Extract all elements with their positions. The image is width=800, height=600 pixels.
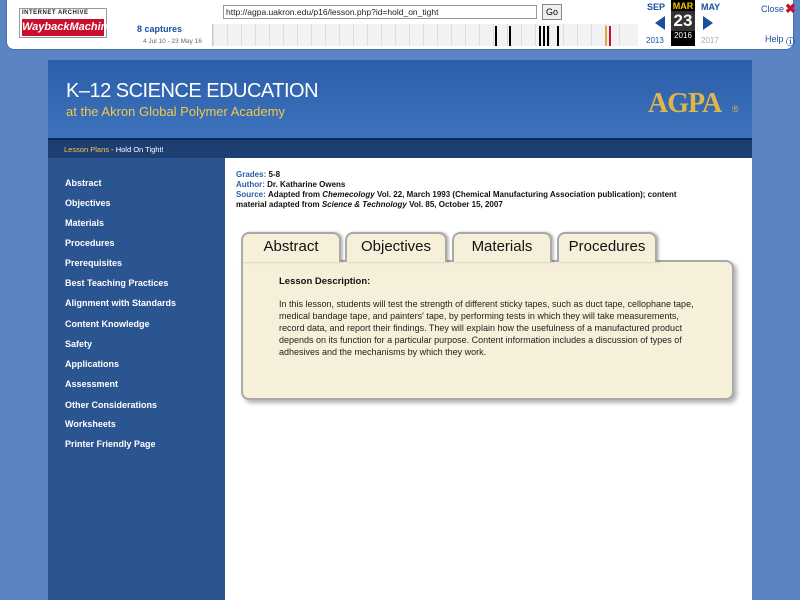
capture-range: 4 Jul 10 - 23 May 16 — [143, 38, 202, 45]
tab-abstract[interactable]: Abstract — [241, 232, 341, 262]
sparkline-gridline — [353, 24, 354, 46]
breadcrumb-bar — [48, 138, 752, 158]
help-link[interactable]: Help — [765, 34, 784, 44]
source-line — [236, 190, 677, 200]
sparkline-gridline — [437, 24, 438, 46]
capture-mark[interactable] — [495, 26, 497, 46]
prev-capture-arrow-icon[interactable] — [655, 16, 665, 30]
source-label: Source: — [236, 190, 266, 199]
sidebar-nav — [48, 158, 225, 600]
source-text-1: Adapted from — [268, 190, 323, 199]
wayback-toolbar — [6, 0, 794, 50]
agpa-logo[interactable]: AGPA — [648, 88, 722, 119]
sparkline-gridline — [535, 24, 536, 46]
sparkline-gridline — [591, 24, 592, 46]
capture-mark[interactable] — [557, 26, 559, 46]
author-label: Author: — [236, 180, 265, 189]
capture-mark[interactable] — [547, 26, 549, 46]
author-line — [236, 180, 677, 190]
current-capture-date — [671, 0, 695, 46]
tab-panel-abstract — [241, 260, 734, 400]
sidebar-item-materials[interactable]: Materials — [65, 218, 105, 228]
wayback-logo-bottom: WaybackMachine — [22, 19, 104, 36]
sparkline-gridline — [241, 24, 242, 46]
sidebar-item-best-teaching-practices[interactable]: Best Teaching Practices — [65, 278, 169, 288]
next-capture-arrow-icon[interactable] — [703, 16, 713, 30]
source-text-3: material adapted from — [236, 200, 322, 209]
lesson-description-text: In this lesson, students will test the strength of different sticky tapes, such as duct tape, cellophane tape, medical bandage tape, and painters' tape, by performing tests in which they will take measurements, record data, and report their findings. They will explain how the usefulness of a manufactured product depends on its function for a particular purpose. Content information includes a discussion of types of adhesives and the mechanisms by which they work. — [279, 299, 694, 357]
sidebar-item-abstract[interactable]: Abstract — [65, 178, 102, 188]
sidebar-item-alignment-with-standards[interactable]: Alignment with Standards — [65, 298, 177, 308]
current-year: 2016 — [674, 31, 692, 40]
sidebar-item-prerequisites[interactable]: Prerequisites — [65, 258, 123, 268]
capture-mark[interactable] — [609, 26, 611, 46]
close-icon[interactable]: ✖ — [785, 1, 796, 16]
sparkline-gridline — [619, 24, 620, 46]
close-link[interactable]: Close — [761, 4, 785, 14]
sparkline-gridline — [423, 24, 424, 46]
sparkline-gridline — [339, 24, 340, 46]
capture-mark[interactable] — [509, 26, 511, 46]
capture-sparkline[interactable] — [212, 24, 638, 46]
sparkline-gridline — [325, 24, 326, 46]
sparkline-gridline — [493, 24, 494, 46]
sidebar-item-content-knowledge[interactable]: Content Knowledge — [65, 319, 150, 329]
site-title: K–12 SCIENCE EDUCATION — [66, 80, 319, 102]
sparkline-gridline — [479, 24, 480, 46]
captures-link[interactable]: 8 captures — [137, 24, 183, 34]
breadcrumb — [64, 145, 164, 154]
source-text-4: Vol. 85, October 15, 2007 — [406, 200, 503, 209]
prev-month[interactable]: SEP — [647, 2, 666, 12]
sidebar-item-worksheets[interactable]: Worksheets — [65, 419, 116, 429]
sidebar-item-safety[interactable]: Safety — [65, 339, 93, 349]
sidebar-item-procedures[interactable]: Procedures — [65, 238, 115, 248]
sparkline-gridline — [213, 24, 214, 46]
next-year: 2017 — [701, 36, 719, 45]
tab-objectives[interactable]: Objectives — [345, 232, 447, 262]
grades-value: 5-8 — [268, 170, 281, 179]
sidebar-item-assessment[interactable]: Assessment — [65, 379, 119, 389]
breadcrumb-separator: - — [109, 145, 116, 154]
site-subtitle: at the Akron Global Polymer Academy — [66, 104, 285, 119]
prev-year[interactable]: 2013 — [646, 36, 664, 45]
sparkline-gridline — [409, 24, 410, 46]
grades-label: Grades: — [236, 170, 267, 179]
sparkline-gridline — [311, 24, 312, 46]
breadcrumb-current: Hold On Tight! — [115, 145, 164, 154]
breadcrumb-lesson-plans[interactable]: Lesson Plans — [64, 145, 110, 154]
sparkline-gridline — [227, 24, 228, 46]
sparkline-gridline — [465, 24, 466, 46]
site-banner — [48, 60, 752, 138]
wayback-logo-top: INTERNET ARCHIVE — [22, 10, 89, 16]
registered-mark: ® — [732, 104, 739, 114]
sidebar-item-other-considerations[interactable]: Other Considerations — [65, 400, 158, 410]
sparkline-gridline — [255, 24, 256, 46]
sparkline-gridline — [283, 24, 284, 46]
source-publication-1: Chemecology — [322, 190, 375, 199]
site-frame — [48, 60, 752, 600]
lesson-description-heading: Lesson Description: — [279, 276, 371, 287]
tab-materials[interactable]: Materials — [452, 232, 552, 262]
sparkline-gridline — [451, 24, 452, 46]
sparkline-gridline — [395, 24, 396, 46]
sparkline-gridline — [521, 24, 522, 46]
capture-mark[interactable] — [605, 26, 607, 46]
sparkline-gridline — [297, 24, 298, 46]
go-button[interactable]: Go — [542, 4, 562, 20]
source-publication-2: Science & Technology — [321, 200, 407, 209]
lesson-meta — [236, 170, 677, 210]
current-day: 23 — [671, 11, 695, 31]
sparkline-gridline — [563, 24, 564, 46]
help-icon[interactable]: ⓘ — [786, 37, 796, 47]
url-input[interactable] — [223, 5, 537, 19]
sparkline-gridline — [549, 24, 550, 46]
sparkline-gridline — [269, 24, 270, 46]
grades-line — [236, 170, 677, 180]
sidebar-item-objectives[interactable]: Objectives — [65, 198, 111, 208]
tab-procedures[interactable]: Procedures — [557, 232, 657, 262]
capture-mark[interactable] — [539, 26, 541, 46]
source-text-2: Vol. 22, March 1993 (Chemical Manufacturing Association publication); content — [374, 190, 677, 199]
capture-mark[interactable] — [543, 26, 545, 46]
next-month[interactable]: MAY — [701, 2, 721, 12]
author-value: Dr. Katharine Owens — [267, 180, 346, 189]
sidebar-item-applications[interactable]: Applications — [65, 359, 120, 369]
current-month: MAR — [672, 1, 694, 11]
sparkline-gridline — [507, 24, 508, 46]
sparkline-gridline — [577, 24, 578, 46]
source-line-2 — [236, 200, 677, 210]
sidebar-item-printer-friendly-page[interactable]: Printer Friendly Page — [65, 439, 156, 449]
sparkline-gridline — [367, 24, 368, 46]
sparkline-gridline — [381, 24, 382, 46]
wayback-logo[interactable] — [19, 8, 114, 38]
